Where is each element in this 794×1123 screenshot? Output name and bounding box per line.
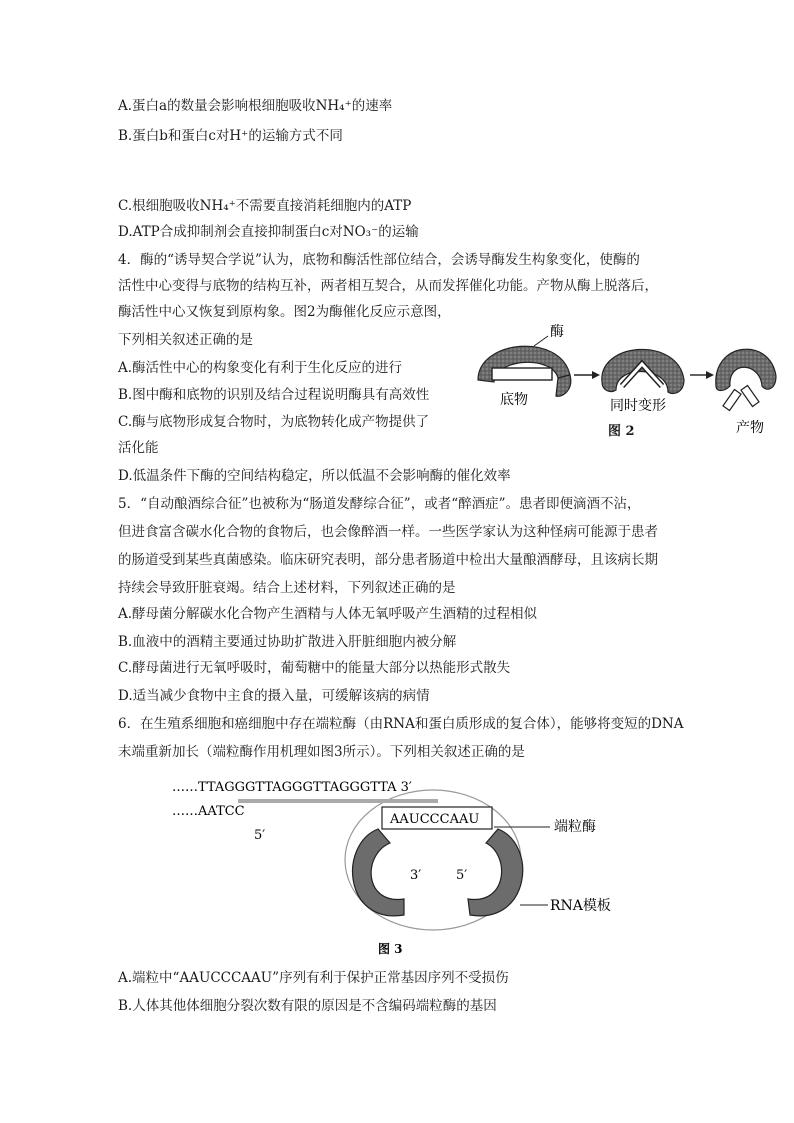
three-prime-inner: 3′ <box>410 868 422 883</box>
substrate-block <box>492 368 552 380</box>
arrow-1 <box>592 371 600 379</box>
strand-highlight <box>238 799 438 803</box>
dna-strand-bottom: ……AATCC <box>172 804 245 819</box>
product-piece-2 <box>741 386 759 407</box>
arrow-2 <box>706 371 714 379</box>
five-prime-left: 5′ <box>254 828 266 843</box>
q5-option-c: C.酵母菌进行无氧呼吸时，葡萄糖中的能量大部分以热能形式散失 <box>118 660 511 676</box>
q4-option-c-line2: 活化能 <box>118 440 159 456</box>
q6-option-a: A.端粒中“AAUCCCAAU”序列有利于保护正常基因序列不受损伤 <box>118 970 509 986</box>
q3-option-b: B.蛋白b和蛋白c对H⁺的运输方式不同 <box>118 128 343 144</box>
five-prime-inner: 5′ <box>456 868 468 883</box>
q4-stem-line1: 4．酶的“诱导契合学说”认为，底物和酶活性部位结合，会诱导酶发生构象变化，使酶的 <box>118 252 640 268</box>
dna-strand-top: ……TTAGGGTTAGGGTTAGGGTTA 3′ <box>172 780 412 795</box>
rna-template-right <box>468 829 523 916</box>
q5-stem-line3: 的肠道受到某些真菌感染。临床研究表明，部分患者肠道中检出大量酿酒酵母，且该病长期 <box>118 552 658 568</box>
q6-option-b: B.人体其他体细胞分裂次数有限的原因是不含编码端粒酶的基因 <box>118 998 497 1014</box>
q4-stem-line3: 酶活性中心又恢复到原构象。图2为酶催化反应示意图， <box>118 304 451 320</box>
q5-option-b: B.血液中的酒精主要通过协助扩散进入肝脏细胞内被分解 <box>118 634 457 650</box>
q6-stem-line2: 末端重新加长（端粒酶作用机理如图3所示）。下列相关叙述正确的是 <box>118 744 525 760</box>
q5-stem-line4: 持续会导致肝脏衰竭。结合上述材料，下列叙述正确的是 <box>118 580 456 596</box>
q5-option-a: A.酵母菌分解碳水化合物产生酒精与人体无氧呼吸产生酒精的过程相似 <box>118 606 538 622</box>
enzyme-shape-2 <box>602 349 684 393</box>
label-product: 产物 <box>736 420 764 436</box>
q4-option-a: A.酶活性中心的构象变化有利于生化反应的进行 <box>118 360 403 376</box>
q4-stem-line2: 活性中心变得与底物的结构互补，两者相互契合，从而发挥催化功能。产物从酶上脱落后， <box>118 278 658 294</box>
label-telomerase: 端粒酶 <box>554 819 596 835</box>
enzyme-shape-3 <box>716 349 776 390</box>
figure-3-caption: 图 3 <box>378 942 403 956</box>
q5-stem-line1: 5．“自动酿酒综合征”也被称为“肠道发酵综合征”，或者“醉酒症”。患者即便滴酒不沾， <box>118 496 641 512</box>
enzyme-shape-1-right <box>556 375 571 396</box>
product-piece-1 <box>723 390 741 411</box>
q4-option-c-line1: C.酶与底物形成复合物时，为底物转化成产物提供了 <box>118 414 430 430</box>
q3-option-c: C.根细胞吸收NH₄⁺不需要直接消耗细胞内的ATP <box>118 198 412 214</box>
label-deform: 同时变形 <box>610 398 666 414</box>
q4-option-d: D.低温条件下酶的空间结构稳定，所以低温不会影响酶的催化效率 <box>118 468 511 484</box>
q3-option-d: D.ATP合成抑制剂会直接抑制蛋白c对NO₃⁻的运输 <box>118 224 419 240</box>
q4-stem-line4: 下列相关叙述正确的是 <box>118 332 253 348</box>
q5-stem-line2: 但进食富含碳水化合物的食物后，也会像醉酒一样。一些医学家认为这种怪病可能源于患者 <box>118 524 658 540</box>
q3-option-a: A.蛋白a的数量会影响根细胞吸收NH₄⁺的速率 <box>118 98 393 114</box>
label-substrate: 底物 <box>500 392 528 408</box>
label-rna-template: RNA模板 <box>550 898 611 914</box>
label-enzyme: 酶 <box>550 324 564 340</box>
rna-sequence: AAUCCCAAU <box>390 812 480 827</box>
figure-2-caption: 图 2 <box>608 424 635 439</box>
figure-3-telomerase-diagram <box>168 775 638 960</box>
q5-option-d: D.适当减少食物中主食的摄入量，可缓解该病的病情 <box>118 688 430 704</box>
rna-template-left <box>353 829 404 916</box>
q4-option-b: B.图中酶和底物的识别及结合过程说明酶具有高效性 <box>118 387 430 403</box>
q6-stem-line1: 6．在生殖系细胞和癌细胞中存在端粒酶（由RNA和蛋白质形成的复合体），能够将变短的DNA <box>118 716 684 732</box>
